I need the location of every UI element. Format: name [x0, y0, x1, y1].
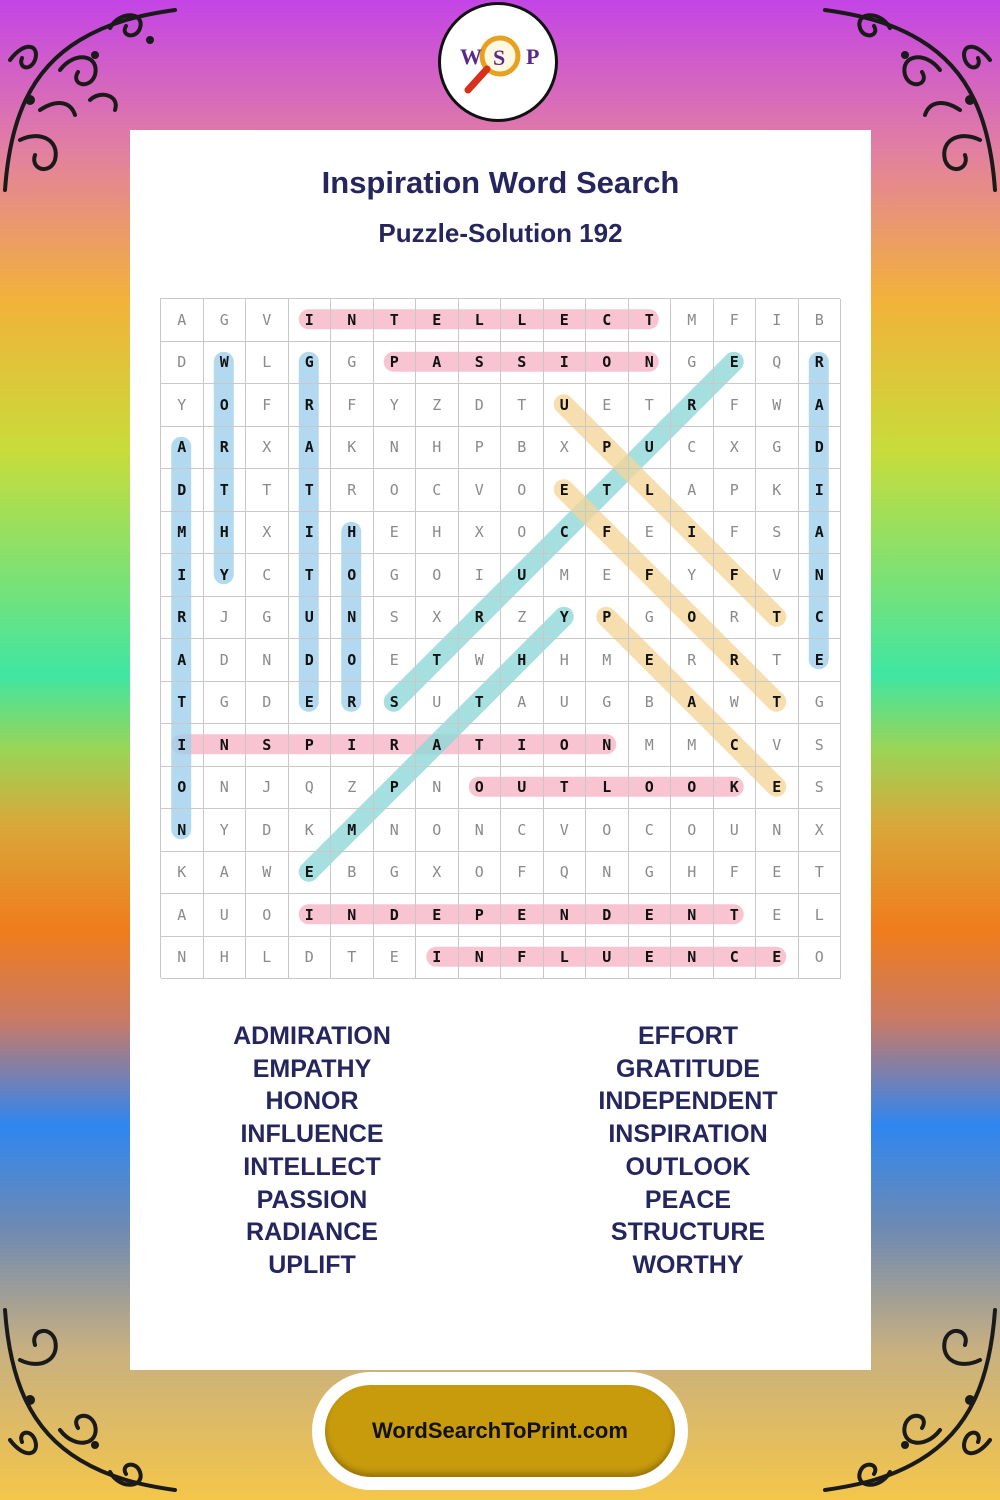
grid-cell: Z	[501, 597, 544, 640]
grid-cell: J	[204, 597, 247, 640]
grid-cell: R	[289, 384, 332, 427]
logo-letter-s: S	[493, 45, 506, 70]
grid-cell: I	[416, 937, 459, 980]
grid-cell: N	[544, 894, 587, 937]
word-list-item: EMPATHY	[252, 1054, 372, 1083]
grid-cell: K	[161, 852, 204, 895]
word-list-item: GRATITUDE	[616, 1054, 760, 1083]
grid-cell: M	[586, 639, 629, 682]
grid-cell: A	[161, 639, 204, 682]
grid-cell: R	[161, 597, 204, 640]
grid-cell: E	[416, 299, 459, 342]
grid-cell: O	[586, 809, 629, 852]
grid-cell: F	[501, 937, 544, 980]
word-list-item: OUTLOOK	[625, 1152, 751, 1181]
grid-cell: X	[714, 427, 757, 470]
grid-cell: G	[204, 682, 247, 725]
grid-cell: W	[459, 639, 502, 682]
grid-cell: E	[544, 299, 587, 342]
grid-cell: G	[799, 682, 842, 725]
grid-cell: I	[161, 554, 204, 597]
grid-cell: H	[671, 852, 714, 895]
grid-cell: R	[374, 724, 417, 767]
grid-cell: Y	[204, 809, 247, 852]
word-list-item: INFLUENCE	[240, 1120, 384, 1149]
grid-cell: I	[459, 554, 502, 597]
grid-cell: K	[331, 427, 374, 470]
logo-letter-w: W	[460, 44, 482, 69]
word-list-item: PASSION	[256, 1185, 368, 1214]
grid-cell: F	[714, 384, 757, 427]
grid-cell: I	[331, 724, 374, 767]
grid-cell: I	[544, 342, 587, 385]
grid-cell: I	[289, 299, 332, 342]
grid-cell: U	[629, 427, 672, 470]
grid-cell: P	[289, 724, 332, 767]
grid-cell: T	[756, 682, 799, 725]
grid-cell: P	[459, 427, 502, 470]
grid-cell: G	[586, 682, 629, 725]
grid-cell: P	[586, 427, 629, 470]
grid-cell: D	[459, 384, 502, 427]
grid-cell: X	[416, 852, 459, 895]
grid-cell: U	[289, 597, 332, 640]
grid-cell: D	[289, 937, 332, 980]
grid-cell: N	[459, 809, 502, 852]
grid-cell: V	[459, 469, 502, 512]
wsp-logo	[438, 2, 558, 122]
grid-cell: G	[289, 342, 332, 385]
grid-cell: F	[246, 384, 289, 427]
grid-cell: O	[544, 724, 587, 767]
grid-cell: D	[204, 639, 247, 682]
grid-cell: G	[331, 342, 374, 385]
grid-cell: Q	[544, 852, 587, 895]
word-list-item: ADMIRATION	[233, 1022, 391, 1050]
grid-cell: T	[501, 384, 544, 427]
grid-cell: B	[331, 852, 374, 895]
grid-cell: N	[756, 809, 799, 852]
grid-cell: T	[459, 724, 502, 767]
grid-cell: U	[544, 682, 587, 725]
grid-cell: A	[416, 724, 459, 767]
grid-cell: T	[161, 682, 204, 725]
grid-cell: N	[416, 767, 459, 810]
grid-cell: E	[629, 512, 672, 555]
grid-cell: L	[544, 937, 587, 980]
grid-cell: H	[331, 512, 374, 555]
grid-cell: T	[331, 937, 374, 980]
grid-cell: M	[544, 554, 587, 597]
website-link-label: WordSearchToPrint.com	[372, 1418, 628, 1443]
grid-cell: Y	[161, 384, 204, 427]
grid-cell: S	[799, 767, 842, 810]
grid-cell: N	[374, 809, 417, 852]
grid-cell: N	[161, 809, 204, 852]
grid-cell: F	[714, 852, 757, 895]
grid-cell: O	[629, 767, 672, 810]
grid-cell: K	[714, 767, 757, 810]
grid-cell: O	[416, 554, 459, 597]
grid-cell: D	[161, 342, 204, 385]
grid-cell: E	[756, 937, 799, 980]
grid-cell: O	[459, 852, 502, 895]
word-list-item: INSPIRATION	[608, 1120, 768, 1149]
grid-cell: M	[331, 809, 374, 852]
grid-cell: O	[671, 597, 714, 640]
grid-cell: I	[161, 724, 204, 767]
grid-cell: G	[756, 427, 799, 470]
grid-cell: O	[331, 554, 374, 597]
page-subtitle: Puzzle-Solution 192	[378, 218, 623, 248]
grid-cell: T	[246, 469, 289, 512]
word-list-item: RADIANCE	[246, 1218, 378, 1247]
grid-cell: Q	[756, 342, 799, 385]
grid-cell: C	[671, 427, 714, 470]
grid-cell: C	[799, 597, 842, 640]
grid-cell: A	[501, 682, 544, 725]
grid-cell: O	[246, 894, 289, 937]
grid-cell: R	[799, 342, 842, 385]
grid-cell: O	[799, 937, 842, 980]
grid-cell: C	[586, 299, 629, 342]
grid-cell: A	[799, 512, 842, 555]
magnifier-logo-icon	[446, 10, 550, 114]
grid-cell: S	[374, 597, 417, 640]
grid-cell: D	[246, 809, 289, 852]
grid-cell: R	[671, 384, 714, 427]
grid-cell: X	[544, 427, 587, 470]
grid-cell: C	[629, 809, 672, 852]
grid-cell: A	[671, 682, 714, 725]
grid-cell: V	[756, 724, 799, 767]
letter-cells	[160, 298, 840, 978]
grid-cell: A	[161, 427, 204, 470]
grid-cell: X	[246, 512, 289, 555]
grid-cell: Y	[671, 554, 714, 597]
grid-cell: C	[714, 937, 757, 980]
grid-cell: E	[289, 852, 332, 895]
grid-cell: F	[501, 852, 544, 895]
grid-cell: E	[586, 554, 629, 597]
grid-cell: G	[374, 554, 417, 597]
grid-cell: N	[331, 894, 374, 937]
grid-cell: L	[246, 937, 289, 980]
grid-cell: T	[289, 554, 332, 597]
grid-cell: S	[501, 342, 544, 385]
grid-cell: S	[246, 724, 289, 767]
grid-cell: Y	[204, 554, 247, 597]
grid-cell: T	[204, 469, 247, 512]
grid-cell: F	[586, 512, 629, 555]
grid-cell: L	[629, 469, 672, 512]
grid-cell: H	[544, 639, 587, 682]
grid-cell: I	[671, 512, 714, 555]
grid-cell: H	[416, 512, 459, 555]
grid-cell: E	[714, 342, 757, 385]
grid-cell: N	[246, 639, 289, 682]
grid-cell: O	[161, 767, 204, 810]
grid-cell: G	[246, 597, 289, 640]
word-list-item: INDEPENDENT	[598, 1087, 778, 1116]
grid-cell: H	[204, 512, 247, 555]
grid-cell: O	[331, 639, 374, 682]
grid-cell: C	[416, 469, 459, 512]
grid-cell: L	[459, 299, 502, 342]
grid-cell: K	[289, 809, 332, 852]
grid-cell: G	[629, 852, 672, 895]
grid-cell: T	[416, 639, 459, 682]
grid-cell: N	[671, 937, 714, 980]
grid-cell: S	[756, 512, 799, 555]
grid-cell: H	[416, 427, 459, 470]
grid-cell: E	[629, 894, 672, 937]
grid-cell: S	[374, 682, 417, 725]
grid-cell: G	[671, 342, 714, 385]
grid-cell: D	[246, 682, 289, 725]
word-list-item: EFFORT	[638, 1022, 738, 1050]
word-list-item: STRUCTURE	[610, 1218, 766, 1247]
grid-cell: P	[714, 469, 757, 512]
grid-cell: C	[501, 809, 544, 852]
grid-cell: E	[501, 894, 544, 937]
grid-cell: F	[714, 512, 757, 555]
grid-cell: C	[714, 724, 757, 767]
grid-cell: O	[501, 469, 544, 512]
word-list-item: HONOR	[265, 1087, 359, 1116]
grid-cell: O	[501, 512, 544, 555]
grid-cell: X	[459, 512, 502, 555]
grid-cell: T	[289, 469, 332, 512]
word-list-item: INTELLECT	[243, 1152, 381, 1181]
word-search-grid	[160, 298, 840, 978]
grid-cell: N	[629, 342, 672, 385]
grid-cell: R	[671, 639, 714, 682]
grid-cell: E	[629, 937, 672, 980]
grid-cell: A	[161, 894, 204, 937]
grid-cell: V	[544, 809, 587, 852]
grid-cell: H	[501, 639, 544, 682]
grid-cell: E	[799, 639, 842, 682]
grid-cell: Y	[544, 597, 587, 640]
grid-cell: A	[416, 342, 459, 385]
grid-cell: M	[161, 512, 204, 555]
grid-cell: D	[799, 427, 842, 470]
grid-cell: T	[714, 894, 757, 937]
grid-cell: N	[586, 724, 629, 767]
grid-cell: E	[374, 512, 417, 555]
website-link[interactable]	[325, 1385, 675, 1477]
grid-cell: O	[671, 767, 714, 810]
grid-cell: Z	[331, 767, 374, 810]
grid-cell: T	[586, 469, 629, 512]
grid-cell: Q	[289, 767, 332, 810]
grid-cell: U	[586, 937, 629, 980]
grid-cell: N	[204, 767, 247, 810]
grid-cell: Z	[416, 384, 459, 427]
grid-cell: N	[161, 937, 204, 980]
grid-cell: N	[459, 937, 502, 980]
grid-cell: P	[374, 342, 417, 385]
grid-cell: O	[416, 809, 459, 852]
grid-cell: N	[799, 554, 842, 597]
grid-cell: S	[799, 724, 842, 767]
grid-cell: I	[799, 469, 842, 512]
grid-cell: E	[586, 384, 629, 427]
grid-cell: E	[374, 937, 417, 980]
grid-cell: P	[459, 894, 502, 937]
grid-cell: L	[586, 767, 629, 810]
grid-cell: W	[246, 852, 289, 895]
grid-cell: R	[459, 597, 502, 640]
grid-cell: O	[374, 469, 417, 512]
grid-cell: C	[544, 512, 587, 555]
grid-cell: W	[714, 682, 757, 725]
grid-cell: X	[799, 809, 842, 852]
grid-cell: E	[756, 767, 799, 810]
grid-cell: O	[586, 342, 629, 385]
grid-cell: G	[204, 299, 247, 342]
word-list-item: UPLIFT	[268, 1250, 356, 1279]
grid-cell: F	[714, 299, 757, 342]
grid-cell: S	[459, 342, 502, 385]
grid-cell: F	[331, 384, 374, 427]
grid-cell: V	[246, 299, 289, 342]
grid-cell: U	[204, 894, 247, 937]
word-list-item: PEACE	[644, 1185, 732, 1214]
grid-cell: N	[586, 852, 629, 895]
grid-cell: H	[204, 937, 247, 980]
grid-cell: R	[331, 682, 374, 725]
grid-cell: D	[289, 639, 332, 682]
grid-cell: L	[246, 342, 289, 385]
grid-cell: X	[416, 597, 459, 640]
grid-cell: E	[629, 639, 672, 682]
grid-cell: P	[374, 767, 417, 810]
grid-cell: T	[544, 767, 587, 810]
grid-cell: U	[501, 767, 544, 810]
word-list-left	[147, 1020, 477, 1282]
grid-cell: D	[586, 894, 629, 937]
grid-cell: X	[246, 427, 289, 470]
grid-cell: T	[629, 299, 672, 342]
grid-cell: R	[204, 427, 247, 470]
grid-cell: U	[416, 682, 459, 725]
grid-cell: W	[756, 384, 799, 427]
grid-cell: I	[501, 724, 544, 767]
grid-cell: K	[756, 469, 799, 512]
puzzle-card	[130, 130, 871, 1370]
grid-cell: Y	[374, 384, 417, 427]
grid-cell: N	[331, 299, 374, 342]
grid-cell: V	[756, 554, 799, 597]
grid-cell: U	[544, 384, 587, 427]
grid-cell: E	[416, 894, 459, 937]
grid-cell: L	[799, 894, 842, 937]
logo-letter-p: P	[526, 44, 540, 69]
grid-cell: R	[714, 597, 757, 640]
grid-cell: B	[629, 682, 672, 725]
word-list-right	[523, 1020, 853, 1282]
grid-cell: C	[246, 554, 289, 597]
grid-cell: J	[246, 767, 289, 810]
grid-cell: E	[544, 469, 587, 512]
grid-cell: E	[756, 894, 799, 937]
grid-cell: I	[756, 299, 799, 342]
grid-cell: I	[289, 894, 332, 937]
grid-cell: T	[374, 299, 417, 342]
grid-cell: P	[586, 597, 629, 640]
grid-cell: T	[756, 639, 799, 682]
grid-cell: M	[629, 724, 672, 767]
grid-cell: A	[161, 299, 204, 342]
grid-cell: T	[799, 852, 842, 895]
grid-cell: A	[671, 469, 714, 512]
grid-cell: E	[289, 682, 332, 725]
grid-cell: U	[714, 809, 757, 852]
grid-cell: A	[799, 384, 842, 427]
grid-cell: E	[756, 852, 799, 895]
grid-cell: D	[161, 469, 204, 512]
grid-cell: M	[671, 724, 714, 767]
grid-cell: B	[799, 299, 842, 342]
grid-cell: F	[629, 554, 672, 597]
grid-cell: B	[501, 427, 544, 470]
grid-cell: T	[629, 384, 672, 427]
grid-cell: N	[374, 427, 417, 470]
grid-cell: E	[374, 639, 417, 682]
grid-cell: N	[671, 894, 714, 937]
grid-cell: W	[204, 342, 247, 385]
grid-cell: I	[289, 512, 332, 555]
grid-cell: T	[756, 597, 799, 640]
grid-cell: G	[629, 597, 672, 640]
grid-cell: R	[331, 469, 374, 512]
grid-cell: O	[459, 767, 502, 810]
grid-cell: R	[714, 639, 757, 682]
grid-cell: F	[714, 554, 757, 597]
page-title: Inspiration Word Search	[321, 165, 680, 200]
grid-cell: A	[289, 427, 332, 470]
grid-cell: O	[204, 384, 247, 427]
grid-cell: N	[331, 597, 374, 640]
grid-cell: O	[671, 809, 714, 852]
grid-cell: N	[204, 724, 247, 767]
word-list-item: WORTHY	[632, 1250, 744, 1279]
grid-cell: G	[374, 852, 417, 895]
grid-cell: L	[501, 299, 544, 342]
grid-cell: T	[459, 682, 502, 725]
grid-cell: A	[204, 852, 247, 895]
grid-cell: D	[374, 894, 417, 937]
grid-cell: U	[501, 554, 544, 597]
grid-cell: M	[671, 299, 714, 342]
